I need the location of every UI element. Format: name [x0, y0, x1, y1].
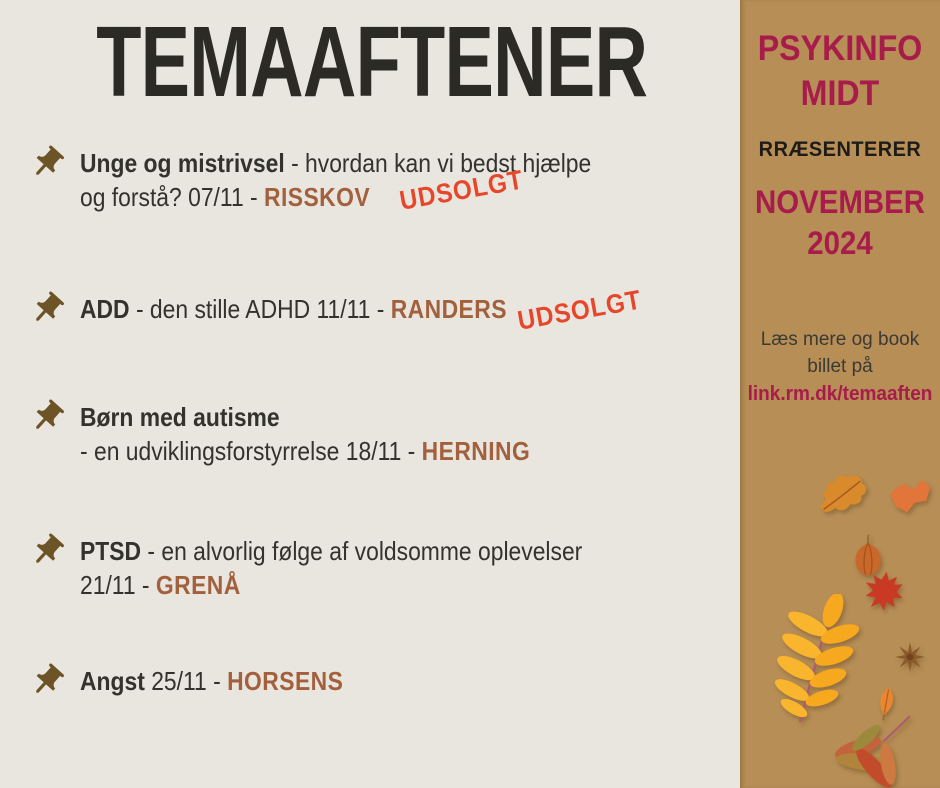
event-description: - en udviklingsforstyrrelse 18/11 -	[80, 436, 422, 466]
event-item-unge-og-mistrivsel	[28, 146, 733, 214]
event-title: Angst	[80, 666, 145, 696]
event-date: 25/11 -	[144, 666, 228, 696]
month-label	[748, 182, 932, 264]
event-date: og forstå? 07/11 -	[80, 182, 265, 212]
page-title: TEMAAFTENER	[96, 6, 648, 118]
star-anise-icon	[894, 641, 926, 673]
cta-text	[740, 326, 940, 380]
event-title: Unge og mistrivsel	[80, 148, 285, 178]
event-city: HERNING	[421, 436, 531, 466]
org-name-line1: PSYKINFO	[757, 29, 923, 68]
event-item-ptsd	[28, 534, 733, 602]
event-text-block	[80, 292, 507, 328]
event-text-block	[80, 400, 530, 468]
oak-leaf-icon	[813, 464, 873, 521]
event-item-boern-med-autisme	[28, 400, 733, 468]
event-title: Børn med autisme	[80, 402, 280, 432]
pushpin-icon	[28, 144, 66, 182]
event-text-block	[80, 534, 582, 602]
pushpin-icon	[28, 398, 66, 436]
event-city: RISSKOV	[264, 182, 371, 212]
event-title: PTSD	[80, 536, 142, 566]
booking-link: link.rm.dk/temaaften	[747, 383, 933, 405]
pushpin-icon	[28, 662, 66, 700]
cta-line1: Læs mere og book	[760, 329, 920, 350]
event-city: GRENÅ	[155, 570, 241, 600]
pushpin-icon	[28, 290, 66, 328]
pushpin-icon	[28, 532, 66, 570]
org-name	[748, 26, 932, 116]
org-name-line2: MIDT	[800, 74, 880, 113]
cta-line2: billet på	[807, 356, 873, 377]
month-line1: NOVEMBER	[754, 184, 926, 220]
event-item-add	[28, 284, 733, 336]
event-city: HORSENS	[227, 666, 344, 696]
red-maple-leaf-icon	[853, 566, 914, 615]
event-city: RANDERS	[390, 294, 507, 324]
maple-leaf-fragment-icon	[890, 479, 932, 515]
rowan-leaf-icon	[770, 594, 862, 726]
sidebar	[740, 0, 940, 788]
event-description: - en alvorlig følge af voldsomme oplevelser	[141, 536, 583, 566]
soldout-stamp: UDSOLGT	[515, 284, 644, 336]
creeper-leaf-icon	[828, 712, 914, 788]
event-text-block	[80, 664, 343, 700]
month-line2: 2024	[807, 225, 873, 261]
event-title: ADD	[80, 294, 130, 324]
soldout-stamp: UDSOLGT	[397, 164, 526, 216]
event-description: - den stille ADHD 11/11 -	[129, 294, 391, 324]
event-item-angst	[28, 664, 733, 700]
presents-label: RRÆSENTERER	[758, 138, 922, 161]
event-description: - hvordan kan vi bedst hjælpe	[284, 148, 592, 178]
event-date: 21/11 -	[80, 570, 156, 600]
